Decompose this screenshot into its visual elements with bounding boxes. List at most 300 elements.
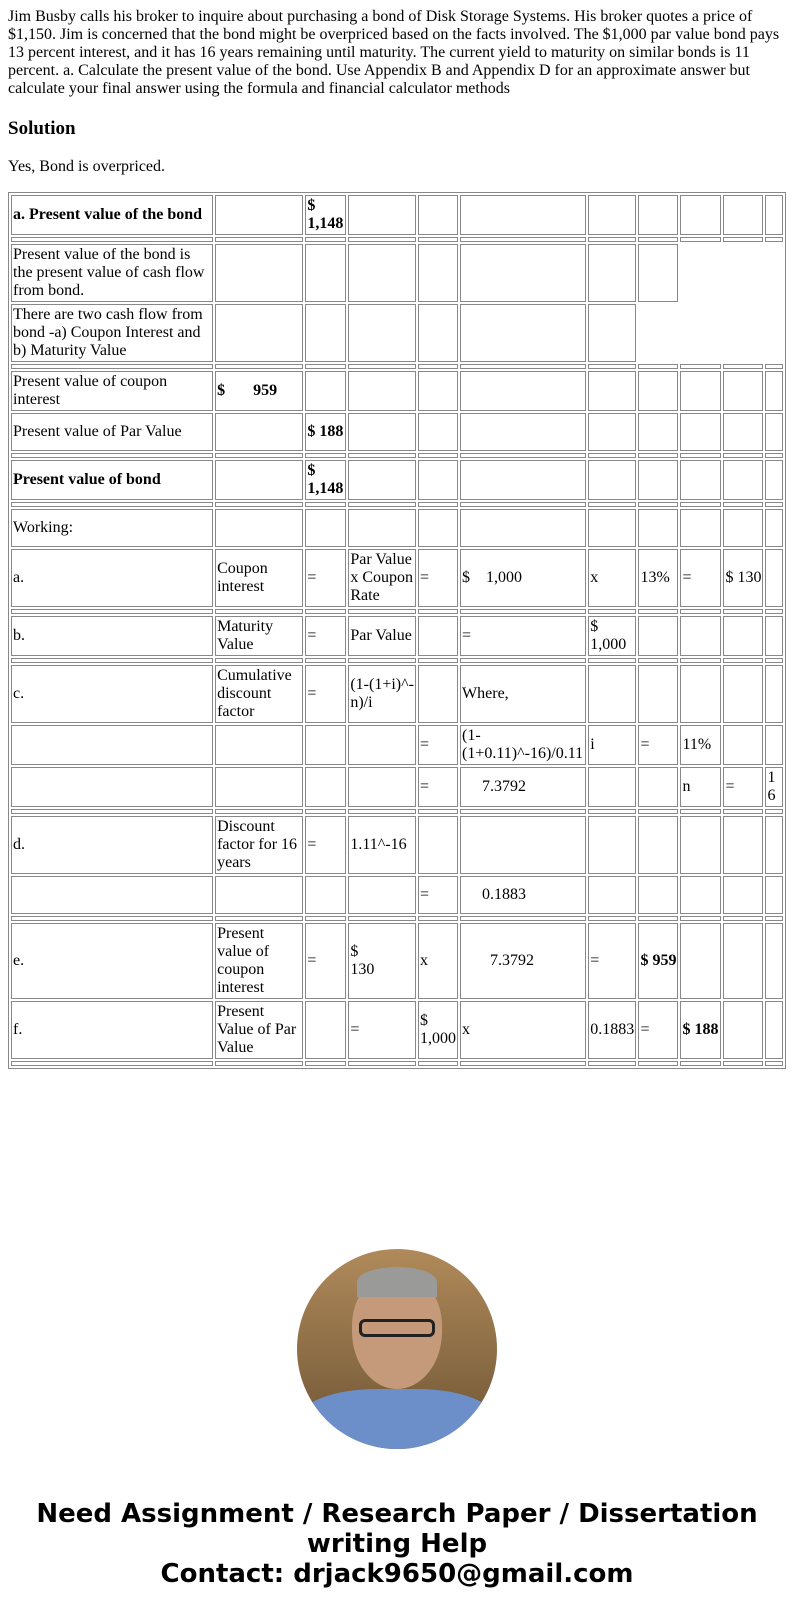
table-cell bbox=[588, 816, 636, 874]
separator-cell bbox=[305, 453, 346, 458]
separator-cell bbox=[680, 453, 721, 458]
separator-cell bbox=[305, 364, 346, 369]
table-cell bbox=[638, 304, 678, 362]
table-cell: Working: bbox=[11, 509, 213, 547]
table-cell bbox=[765, 413, 783, 451]
table-cell bbox=[588, 876, 636, 914]
table-cell bbox=[418, 304, 458, 362]
table-cell: = bbox=[305, 549, 346, 607]
separator-cell bbox=[348, 658, 416, 663]
table-cell: Par Value x Coupon Rate bbox=[348, 549, 416, 607]
separator-cell bbox=[348, 237, 416, 242]
table-cell: = bbox=[460, 616, 586, 656]
separator-cell bbox=[588, 237, 636, 242]
table-cell: f. bbox=[11, 1001, 213, 1059]
separator-row bbox=[11, 364, 783, 369]
separator-cell bbox=[305, 809, 346, 814]
separator-cell bbox=[305, 609, 346, 614]
table-cell bbox=[418, 665, 458, 723]
separator-cell bbox=[723, 916, 763, 921]
table-cell: Present value of bond bbox=[11, 460, 213, 500]
table-cell bbox=[588, 244, 636, 302]
separator-cell bbox=[418, 502, 458, 507]
table-cell bbox=[588, 767, 636, 807]
table-cell bbox=[765, 460, 783, 500]
separator-cell bbox=[460, 453, 586, 458]
table-row bbox=[11, 816, 783, 874]
separator-cell bbox=[11, 453, 213, 458]
separator-cell bbox=[460, 237, 586, 242]
footer-banner bbox=[8, 1499, 786, 1589]
table-cell: (1-(1+0.11)^-16)/0.11 bbox=[460, 725, 586, 765]
table-cell bbox=[723, 195, 763, 235]
separator-cell bbox=[305, 658, 346, 663]
separator-cell bbox=[765, 1061, 783, 1066]
table-cell bbox=[765, 549, 783, 607]
separator-cell bbox=[588, 364, 636, 369]
table-cell: = bbox=[418, 725, 458, 765]
table-row bbox=[11, 1001, 783, 1059]
separator-cell bbox=[348, 364, 416, 369]
table-cell: = bbox=[305, 616, 346, 656]
table-cell bbox=[348, 509, 416, 547]
table-cell: 1.11^-16 bbox=[348, 816, 416, 874]
separator-cell bbox=[638, 364, 678, 369]
table-cell bbox=[680, 509, 721, 547]
table-cell: = bbox=[638, 725, 678, 765]
table-cell: Maturity Value bbox=[215, 616, 303, 656]
separator-cell bbox=[638, 237, 678, 242]
separator-cell bbox=[11, 658, 213, 663]
table-cell: = bbox=[305, 816, 346, 874]
separator-cell bbox=[305, 916, 346, 921]
table-cell: Par Value bbox=[348, 616, 416, 656]
table-cell bbox=[638, 413, 678, 451]
table-cell bbox=[348, 244, 416, 302]
separator-cell bbox=[680, 502, 721, 507]
table-cell bbox=[418, 460, 458, 500]
table-cell: b. bbox=[11, 616, 213, 656]
separator-cell bbox=[680, 364, 721, 369]
separator-cell bbox=[588, 809, 636, 814]
table-cell bbox=[723, 1001, 763, 1059]
table-cell bbox=[723, 665, 763, 723]
table-cell: e. bbox=[11, 923, 213, 999]
separator-cell bbox=[638, 916, 678, 921]
separator-cell bbox=[348, 453, 416, 458]
separator-cell bbox=[765, 364, 783, 369]
table-cell bbox=[11, 876, 213, 914]
table-cell: = bbox=[418, 876, 458, 914]
separator-row bbox=[11, 609, 783, 614]
table-cell: = bbox=[588, 923, 636, 999]
table-cell: Present value of Par Value bbox=[11, 413, 213, 451]
table-cell: $ 959 bbox=[638, 923, 678, 999]
table-cell bbox=[638, 616, 678, 656]
table-row bbox=[11, 460, 783, 500]
separator-cell bbox=[11, 502, 213, 507]
table-cell bbox=[460, 371, 586, 411]
table-cell: 0.1883 bbox=[588, 1001, 636, 1059]
separator-row bbox=[11, 502, 783, 507]
separator-cell bbox=[588, 658, 636, 663]
separator-cell bbox=[418, 364, 458, 369]
table-cell bbox=[588, 665, 636, 723]
table-cell bbox=[723, 304, 763, 362]
table-cell bbox=[215, 304, 303, 362]
separator-cell bbox=[588, 453, 636, 458]
table-cell bbox=[765, 371, 783, 411]
table-cell bbox=[680, 923, 721, 999]
table-cell: = bbox=[348, 1001, 416, 1059]
separator-cell bbox=[460, 1061, 586, 1066]
table-cell bbox=[765, 923, 783, 999]
table-cell bbox=[765, 725, 783, 765]
separator-cell bbox=[215, 502, 303, 507]
table-cell bbox=[680, 616, 721, 656]
table-cell bbox=[680, 665, 721, 723]
separator-cell bbox=[638, 609, 678, 614]
table-cell bbox=[215, 413, 303, 451]
table-cell bbox=[215, 725, 303, 765]
table-cell: = bbox=[418, 549, 458, 607]
table-cell bbox=[215, 876, 303, 914]
table-cell: Present value of coupon interest bbox=[11, 371, 213, 411]
table-row bbox=[11, 725, 783, 765]
table-cell: $ 130 bbox=[723, 549, 763, 607]
table-cell bbox=[305, 371, 346, 411]
separator-cell bbox=[215, 364, 303, 369]
table-cell bbox=[215, 509, 303, 547]
table-cell bbox=[680, 816, 721, 874]
separator-cell bbox=[348, 1061, 416, 1066]
footer-contact: Contact: drjack9650@gmail.com bbox=[160, 1559, 634, 1589]
table-cell: = bbox=[305, 923, 346, 999]
table-row bbox=[11, 876, 783, 914]
separator-cell bbox=[638, 658, 678, 663]
separator-cell bbox=[638, 809, 678, 814]
separator-cell bbox=[680, 916, 721, 921]
separator-cell bbox=[418, 809, 458, 814]
table-cell bbox=[638, 876, 678, 914]
separator-cell bbox=[418, 658, 458, 663]
separator-cell bbox=[680, 658, 721, 663]
separator-cell bbox=[588, 609, 636, 614]
separator-cell bbox=[305, 237, 346, 242]
table-cell bbox=[305, 1001, 346, 1059]
separator-cell bbox=[723, 502, 763, 507]
separator-row bbox=[11, 809, 783, 814]
separator-cell bbox=[638, 502, 678, 507]
table-cell bbox=[723, 816, 763, 874]
separator-row bbox=[11, 916, 783, 921]
separator-cell bbox=[418, 1061, 458, 1066]
separator-cell bbox=[680, 609, 721, 614]
separator-cell bbox=[348, 916, 416, 921]
table-cell bbox=[638, 244, 678, 302]
table-row bbox=[11, 616, 783, 656]
table-cell bbox=[215, 767, 303, 807]
separator-cell bbox=[215, 1061, 303, 1066]
table-cell bbox=[418, 413, 458, 451]
separator-cell bbox=[11, 364, 213, 369]
table-cell bbox=[723, 725, 763, 765]
table-cell: 13% bbox=[638, 549, 678, 607]
table-cell bbox=[460, 509, 586, 547]
table-cell bbox=[680, 304, 721, 362]
table-cell: = bbox=[723, 767, 763, 807]
separator-cell bbox=[723, 237, 763, 242]
table-cell bbox=[765, 195, 783, 235]
separator-cell bbox=[348, 609, 416, 614]
table-cell: i bbox=[588, 725, 636, 765]
separator-cell bbox=[765, 658, 783, 663]
table-cell bbox=[460, 244, 586, 302]
table-row bbox=[11, 665, 783, 723]
table-cell bbox=[348, 304, 416, 362]
table-cell bbox=[11, 767, 213, 807]
table-cell bbox=[305, 767, 346, 807]
table-cell bbox=[765, 1001, 783, 1059]
table-cell bbox=[418, 371, 458, 411]
table-cell: 11% bbox=[680, 725, 721, 765]
table-cell bbox=[723, 460, 763, 500]
table-cell bbox=[460, 460, 586, 500]
table-cell: $ 188 bbox=[680, 1001, 721, 1059]
separator-cell bbox=[765, 453, 783, 458]
table-cell bbox=[418, 195, 458, 235]
separator-cell bbox=[638, 1061, 678, 1066]
table-cell: 7.3792 bbox=[460, 767, 586, 807]
separator-cell bbox=[418, 916, 458, 921]
table-cell: a. Present value of the bond bbox=[11, 195, 213, 235]
table-cell: $ 1,148 bbox=[305, 195, 346, 235]
table-cell bbox=[680, 371, 721, 411]
table-cell bbox=[11, 725, 213, 765]
table-cell bbox=[680, 195, 721, 235]
separator-cell bbox=[723, 809, 763, 814]
table-cell bbox=[348, 876, 416, 914]
table-cell: a. bbox=[11, 549, 213, 607]
table-cell: (1-(1+i)^-n)/i bbox=[348, 665, 416, 723]
table-cell bbox=[348, 413, 416, 451]
footer-help-text: Need Assignment / Research Paper / Dissertation writing Help bbox=[36, 1499, 758, 1559]
solution-heading: Solution bbox=[8, 118, 76, 139]
table-cell bbox=[460, 195, 586, 235]
separator-cell bbox=[588, 916, 636, 921]
author-photo bbox=[297, 1249, 497, 1449]
separator-cell bbox=[723, 453, 763, 458]
table-cell bbox=[348, 725, 416, 765]
table-cell bbox=[680, 876, 721, 914]
table-cell bbox=[680, 244, 721, 302]
table-cell bbox=[305, 304, 346, 362]
solution-table bbox=[8, 192, 786, 1069]
table-cell bbox=[765, 665, 783, 723]
table-cell bbox=[765, 616, 783, 656]
separator-cell bbox=[305, 1061, 346, 1066]
table-cell: $ 1,000 bbox=[418, 1001, 458, 1059]
table-cell bbox=[215, 460, 303, 500]
table-cell: n bbox=[680, 767, 721, 807]
table-cell: Present value of the bond is the present value of cash flow from bond. bbox=[11, 244, 213, 302]
separator-cell bbox=[588, 1061, 636, 1066]
table-cell bbox=[348, 371, 416, 411]
table-cell: $ 959 bbox=[215, 371, 303, 411]
separator-cell bbox=[680, 237, 721, 242]
table-cell bbox=[588, 460, 636, 500]
table-cell bbox=[215, 244, 303, 302]
table-cell bbox=[588, 509, 636, 547]
separator-cell bbox=[418, 609, 458, 614]
separator-cell bbox=[460, 502, 586, 507]
table-cell bbox=[588, 195, 636, 235]
table-cell bbox=[638, 371, 678, 411]
answer-text: Yes, Bond is overpriced. bbox=[8, 158, 166, 175]
table-cell: = bbox=[638, 1001, 678, 1059]
separator-cell bbox=[11, 609, 213, 614]
separator-cell bbox=[215, 237, 303, 242]
table-cell bbox=[638, 460, 678, 500]
separator-cell bbox=[305, 502, 346, 507]
separator-cell bbox=[11, 809, 213, 814]
table-cell bbox=[680, 413, 721, 451]
separator-cell bbox=[680, 1061, 721, 1066]
table-cell bbox=[460, 413, 586, 451]
table-cell bbox=[723, 923, 763, 999]
table-cell: Cumulative discount factor bbox=[215, 665, 303, 723]
table-cell: = bbox=[680, 549, 721, 607]
table-cell bbox=[305, 509, 346, 547]
table-cell: d. bbox=[11, 816, 213, 874]
table-cell bbox=[723, 371, 763, 411]
table-cell: $ 1,000 bbox=[460, 549, 586, 607]
separator-cell bbox=[418, 237, 458, 242]
separator-row bbox=[11, 453, 783, 458]
separator-cell bbox=[638, 453, 678, 458]
separator-cell bbox=[723, 1061, 763, 1066]
table-cell bbox=[588, 371, 636, 411]
table-cell bbox=[765, 509, 783, 547]
table-cell: Discount factor for 16 years bbox=[215, 816, 303, 874]
separator-cell bbox=[418, 453, 458, 458]
table-row bbox=[11, 767, 783, 807]
table-cell: 0.1883 bbox=[460, 876, 586, 914]
separator-cell bbox=[11, 916, 213, 921]
separator-cell bbox=[680, 809, 721, 814]
table-cell bbox=[418, 244, 458, 302]
separator-cell bbox=[765, 502, 783, 507]
table-cell: Present value of coupon interest bbox=[215, 923, 303, 999]
table-row bbox=[11, 244, 783, 302]
table-cell: $ 130 bbox=[348, 923, 416, 999]
table-cell: x bbox=[418, 923, 458, 999]
table-cell bbox=[723, 616, 763, 656]
separator-cell bbox=[723, 364, 763, 369]
table-cell: Where, bbox=[460, 665, 586, 723]
table-cell bbox=[723, 413, 763, 451]
table-cell: c. bbox=[11, 665, 213, 723]
table-cell bbox=[638, 767, 678, 807]
table-row bbox=[11, 413, 783, 451]
table-cell: x bbox=[588, 549, 636, 607]
table-cell bbox=[418, 816, 458, 874]
separator-cell bbox=[215, 658, 303, 663]
separator-cell bbox=[588, 502, 636, 507]
table-cell bbox=[305, 876, 346, 914]
separator-cell bbox=[765, 237, 783, 242]
table-cell bbox=[418, 616, 458, 656]
table-cell bbox=[305, 725, 346, 765]
question-text: Jim Busby calls his broker to inquire about purchasing a bond of Disk Storage Systems. His broker quotes a price of $1,150. Jim is concerned that the bond might be overpriced based on the facts involved. The $1,000 par value bond pays 13 percent interest, and it has 16 years remaining until maturity. The current yield to maturity on similar bonds is 11 percent. a. Calculate the present value of the bond. Use Appendix B and Appendix D for an approximate answer but calculate your final answer using the formula and financial calculator methods bbox=[8, 8, 780, 97]
table-cell: x bbox=[460, 1001, 586, 1059]
table-cell bbox=[723, 509, 763, 547]
table-row bbox=[11, 304, 783, 362]
separator-cell bbox=[215, 809, 303, 814]
table-cell bbox=[460, 304, 586, 362]
table-cell bbox=[588, 304, 636, 362]
separator-row bbox=[11, 658, 783, 663]
table-cell bbox=[588, 413, 636, 451]
table-cell bbox=[723, 876, 763, 914]
table-cell bbox=[305, 244, 346, 302]
table-cell bbox=[765, 304, 783, 362]
table-cell bbox=[215, 195, 303, 235]
table-row bbox=[11, 371, 783, 411]
separator-cell bbox=[215, 453, 303, 458]
separator-cell bbox=[460, 364, 586, 369]
table-cell: = bbox=[418, 767, 458, 807]
table-cell bbox=[765, 816, 783, 874]
table-cell: Present Value of Par Value bbox=[215, 1001, 303, 1059]
table-row bbox=[11, 195, 783, 235]
separator-cell bbox=[460, 916, 586, 921]
table-cell bbox=[765, 244, 783, 302]
table-cell: = bbox=[305, 665, 346, 723]
separator-cell bbox=[348, 502, 416, 507]
separator-cell bbox=[348, 809, 416, 814]
table-cell: $ 1,148 bbox=[305, 460, 346, 500]
separator-cell bbox=[765, 609, 783, 614]
table-cell: There are two cash flow from bond -a) Coupon Interest and b) Maturity Value bbox=[11, 304, 213, 362]
table-row bbox=[11, 549, 783, 607]
table-cell bbox=[348, 195, 416, 235]
table-cell: $ 188 bbox=[305, 413, 346, 451]
table-cell bbox=[638, 509, 678, 547]
separator-row bbox=[11, 1061, 783, 1066]
table-cell: Coupon interest bbox=[215, 549, 303, 607]
table-cell: 7.3792 bbox=[460, 923, 586, 999]
table-cell bbox=[765, 876, 783, 914]
table-cell bbox=[348, 767, 416, 807]
table-cell bbox=[418, 509, 458, 547]
table-row bbox=[11, 509, 783, 547]
table-cell bbox=[638, 195, 678, 235]
table-cell: $ 1,000 bbox=[588, 616, 636, 656]
table-row bbox=[11, 923, 783, 999]
separator-cell bbox=[723, 658, 763, 663]
table-cell bbox=[723, 244, 763, 302]
separator-cell bbox=[460, 609, 586, 614]
table-cell bbox=[460, 816, 586, 874]
separator-cell bbox=[215, 916, 303, 921]
separator-cell bbox=[765, 916, 783, 921]
separator-cell bbox=[11, 237, 213, 242]
table-cell bbox=[348, 460, 416, 500]
separator-cell bbox=[723, 609, 763, 614]
table-cell bbox=[638, 665, 678, 723]
table-cell bbox=[680, 460, 721, 500]
